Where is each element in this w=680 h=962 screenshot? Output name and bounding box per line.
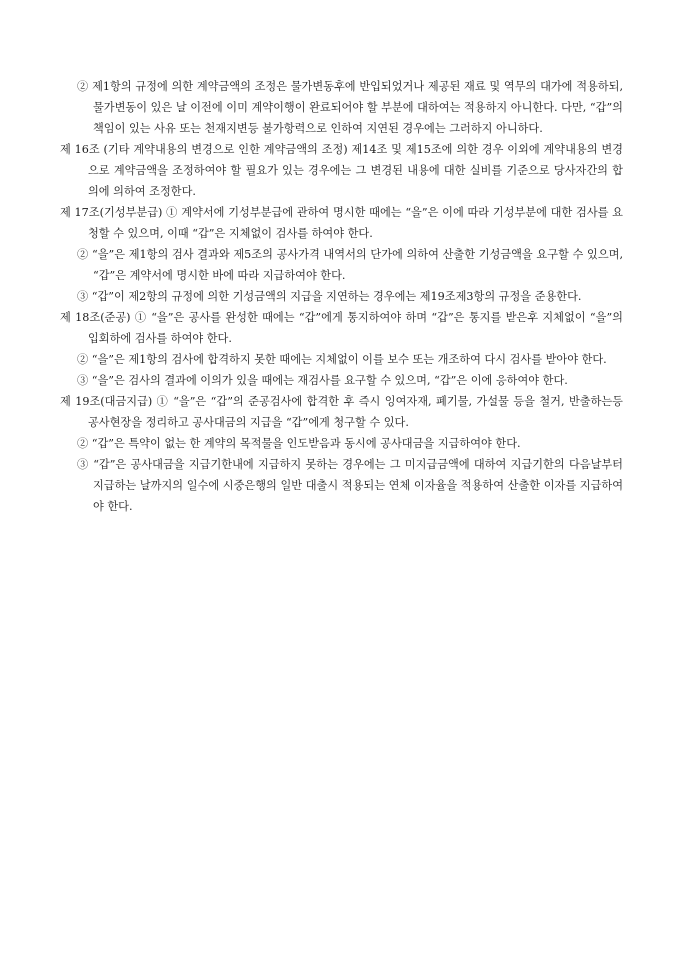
article-18-paragraph-1: 제 18조(준공) ① “을”은 공사를 완성한 때에는 “갑”에게 통지하여야 하며 “갑”은 통지를 받은후 지체없이 “을”의 입회하에 검사를 하여야 한다. xyxy=(60,311,623,345)
article-17-paragraph-2: ② “을”은 제1항의 검사 결과와 제5조의 공사가격 내역서의 단가에 의하여 산출한 기성금액을 요구할 수 있으며, “갑”은 계약서에 명시한 바에 따라 지급하여야 한다. xyxy=(77,248,623,282)
article-19-paragraph-3: ③ “갑”은 공사대금을 지급기한내에 지급하지 못하는 경우에는 그 미지급금액에 대하여 지급기한의 다음날부터 지급하는 날까지의 일수에 시중은행의 일반 대출시 적용되는 연체 이자율을 적용하여 산출한 이자를 지급하여야 한다. xyxy=(77,458,623,513)
article-19-paragraph-2: ② “갑”은 특약이 없는 한 계약의 목적물을 인도받음과 동시에 공사대금을 지급하여야 한다. xyxy=(77,437,521,450)
article-17-paragraph-1: 제 17조(기성부분급) ① 계약서에 기성부분급에 관하여 명시한 때에는 “을”은 이에 따라 기성부분에 대한 검사를 요청할 수 있으며, 이때 “갑”은 지체없이 검사를 하여야 한다. xyxy=(60,206,623,240)
article-16: 제 16조 (기타 계약내용의 변경으로 인한 계약금액의 조정) 제14조 및 제15조에 의한 경우 이외에 계약내용의 변경으로 계약금액을 조정하여야 할 필요가 있는 경우에는 그 변경된 내용에 대한 실비를 기준으로 당사자간의 합의에 의하여 조정한다. xyxy=(60,143,623,198)
document-body xyxy=(0,76,680,517)
article-18-paragraph-2: ② “을”은 제1항의 검사에 합격하지 못한 때에는 지체없이 이를 보수 또는 개조하여 다시 검사를 받아야 한다. xyxy=(77,353,607,366)
article-17-paragraph-3: ③ “갑”이 제2항의 규정에 의한 기성금액의 지급을 지연하는 경우에는 제19조제3항의 규정을 준용한다. xyxy=(77,290,582,303)
article-18-paragraph-3: ③ “을”은 검사의 결과에 이의가 있을 때에는 재검사를 요구할 수 있으며, “갑”은 이에 응하여야 한다. xyxy=(77,374,568,387)
article-19-paragraph-1: 제 19조(대금지급) ① “을”은 “갑”의 준공검사에 합격한 후 즉시 잉여자재, 폐기물, 가설물 등을 철거, 반출하는등 공사현장을 정리하고 공사대금의 지급을 “갑”에게 청구할 수 있다. xyxy=(60,395,623,429)
clause-15-paragraph-2: ② 제1항의 규정에 의한 계약금액의 조정은 물가변동후에 반입되었거나 제공된 재료 및 역무의 대가에 적용하되, 물가변동이 있은 날 이전에 이미 계약이행이 완료되어야 할 부분에 대하여는 적용하지 아니한다. 다만, “갑”의 책임이 있는 사유 또는 천재지변등 불가항력으로 인하여 지연된 경우에는 그러하지 아니하다. xyxy=(77,80,623,135)
